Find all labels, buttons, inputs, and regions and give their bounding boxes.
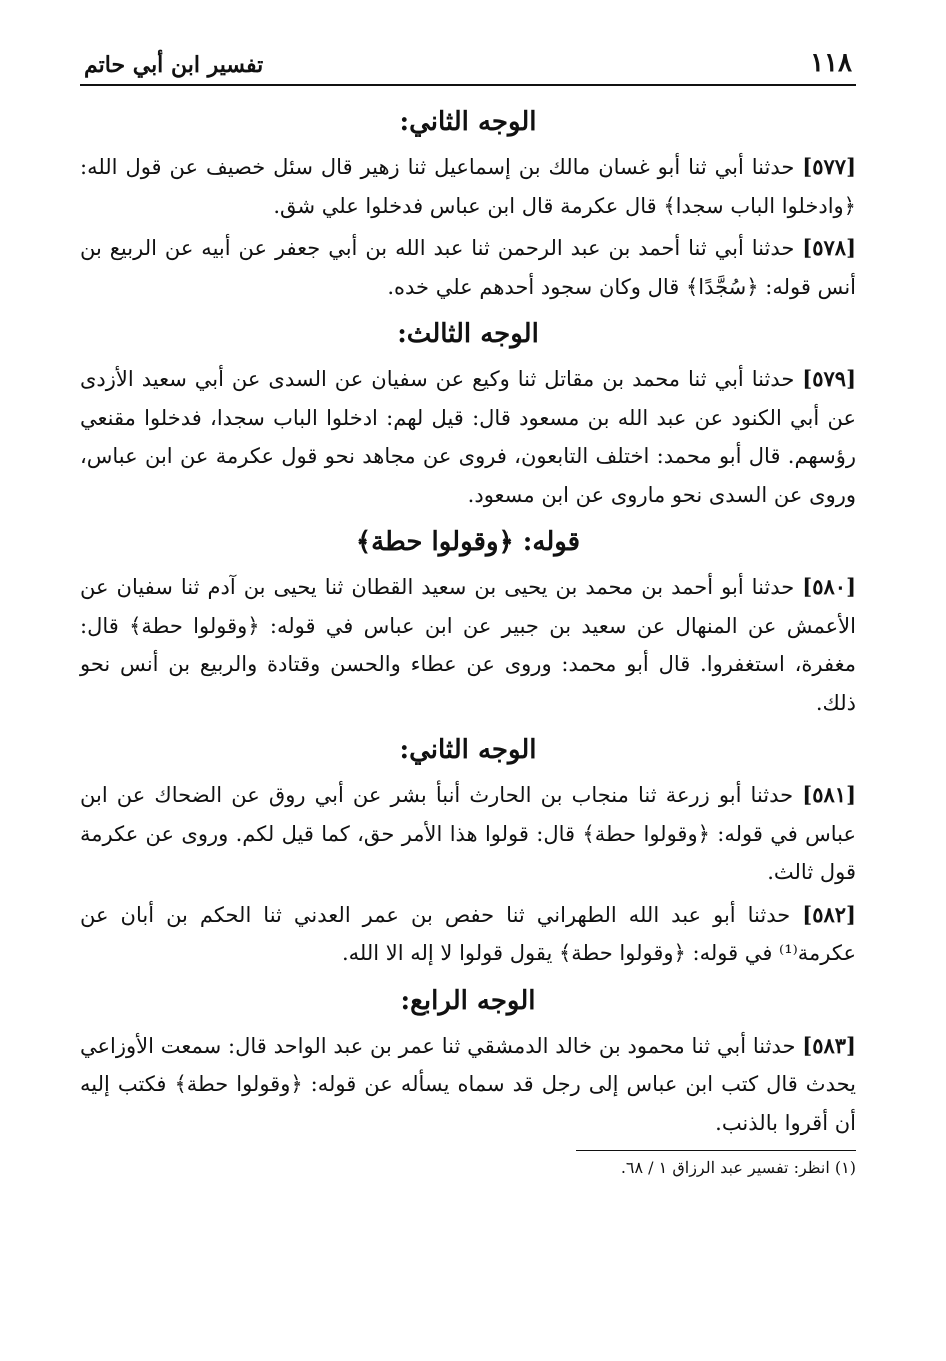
hadith-paragraph — [80, 148, 856, 225]
footnote: (١) انظر: تفسير عبد الرزاق ١ / ٦٨. — [620, 1158, 856, 1177]
section-heading: الوجه الرابع: — [400, 985, 536, 1016]
hadith-number: [٥٧٧] — [802, 154, 856, 179]
hadith-paragraph — [80, 776, 856, 892]
page-number: ١١٨ — [810, 48, 852, 78]
hadith-number: [٥٨١] — [802, 782, 857, 807]
hadith-number: [٥٧٩] — [802, 366, 856, 391]
section-heading: الوجه الثاني: — [399, 107, 537, 137]
hadith-paragraph — [80, 896, 856, 973]
section-heading: الوجه الثالث: — [397, 319, 539, 349]
hadith-text: حدثنا أبي ثنا أحمد بن عبد الرحمن ثنا عبد الله بن أبي جعفر عن أبيه عن الربيع بن أنس قوله: ﴿سُجَّدًا﴾ قال وكان سجود أحدهم علي خده. — [80, 236, 856, 299]
hadith-text: حدثنا أبي ثنا أبو غسان مالك بن إسماعيل ثنا زهير قال سئل خصيف عن قول الله: ﴿وادخلوا الباب سجدا﴾ قال عكرمة قال ابن عباس فدخلوا علي شق. — [80, 155, 856, 218]
page-header — [80, 48, 856, 86]
section-heading: الوجه الثاني: — [399, 735, 537, 765]
section-heading: قوله: ﴿وقولوا حطة﴾ — [355, 527, 581, 557]
page-body — [80, 102, 856, 1142]
hadith-paragraph — [80, 1027, 856, 1143]
hadith-number: [٥٧٨] — [802, 235, 856, 260]
hadith-paragraph — [80, 568, 856, 722]
hadith-text: حدثنا أبي ثنا محمود بن خالد الدمشقي ثنا عمر بن عبد الواحد قال: سمعت الأوزاعي يحدث قال كتب ابن عباس إلى رجل قد سماه يسأله عن قوله: ﴿وقولوا حطة﴾ فكتب إليه أن أقروا بالذنب. — [80, 1033, 856, 1135]
hadith-number: [٥٨٣] — [802, 1032, 856, 1058]
hadith-text: حدثنا أبي ثنا محمد بن مقاتل ثنا وكيع عن سفيان عن السدى عن أبي سعيد الأزدى عن أبي الكنود عن عبد الله بن مسعود قال: قيل لهم: ادخلوا الباب سجدا، فدخلوا مقنعي رؤسهم. قال أبو محمد: اختلف التابعون، فروى عن مجاهد نحو قول عكرمة عن ابن عباس، وروى عن السدى نحو ماروى عن ابن مسعود. — [80, 367, 856, 507]
hadith-text: حدثنا أبو أحمد بن محمد بن يحيى بن سعيد القطان ثنا يحيى بن آدم ثنا سفيان عن الأعمش عن المنهال عن سعيد بن جبير عن ابن عباس في قوله: ﴿وقولوا حطة﴾ قال: مغفرة، استغفروا. قال أبو محمد: وروى عن عطاء والحسن وقتادة والربيع بن أنس نحو ذلك. — [80, 575, 856, 715]
book-title: تفسير ابن أبي حاتم — [84, 52, 264, 78]
hadith-number: [٥٨٢] — [802, 901, 856, 927]
hadith-paragraph — [80, 229, 856, 306]
hadith-number: [٥٨٠] — [802, 574, 856, 599]
hadith-text: حدثنا أبو عبد الله الطهراني ثنا حفص بن عمر العدني ثنا الحكم بن أبان عن عكرمة⁽¹⁾ في قوله: ﴿وقولوا حطة﴾ يقول قولوا لا إله الا الله. — [80, 902, 856, 965]
hadith-paragraph — [80, 360, 856, 514]
footnote-divider — [576, 1150, 856, 1151]
hadith-text: حدثنا أبو زرعة ثنا منجاب بن الحارث أنبأ بشر عن أبي روق عن الضحاك عن ابن عباس في قوله: ﴿وقولوا حطة﴾ قال: قولوا هذا الأمر حق، كما قيل لكم. وروى عن عكرمة قول ثالث. — [80, 783, 856, 884]
